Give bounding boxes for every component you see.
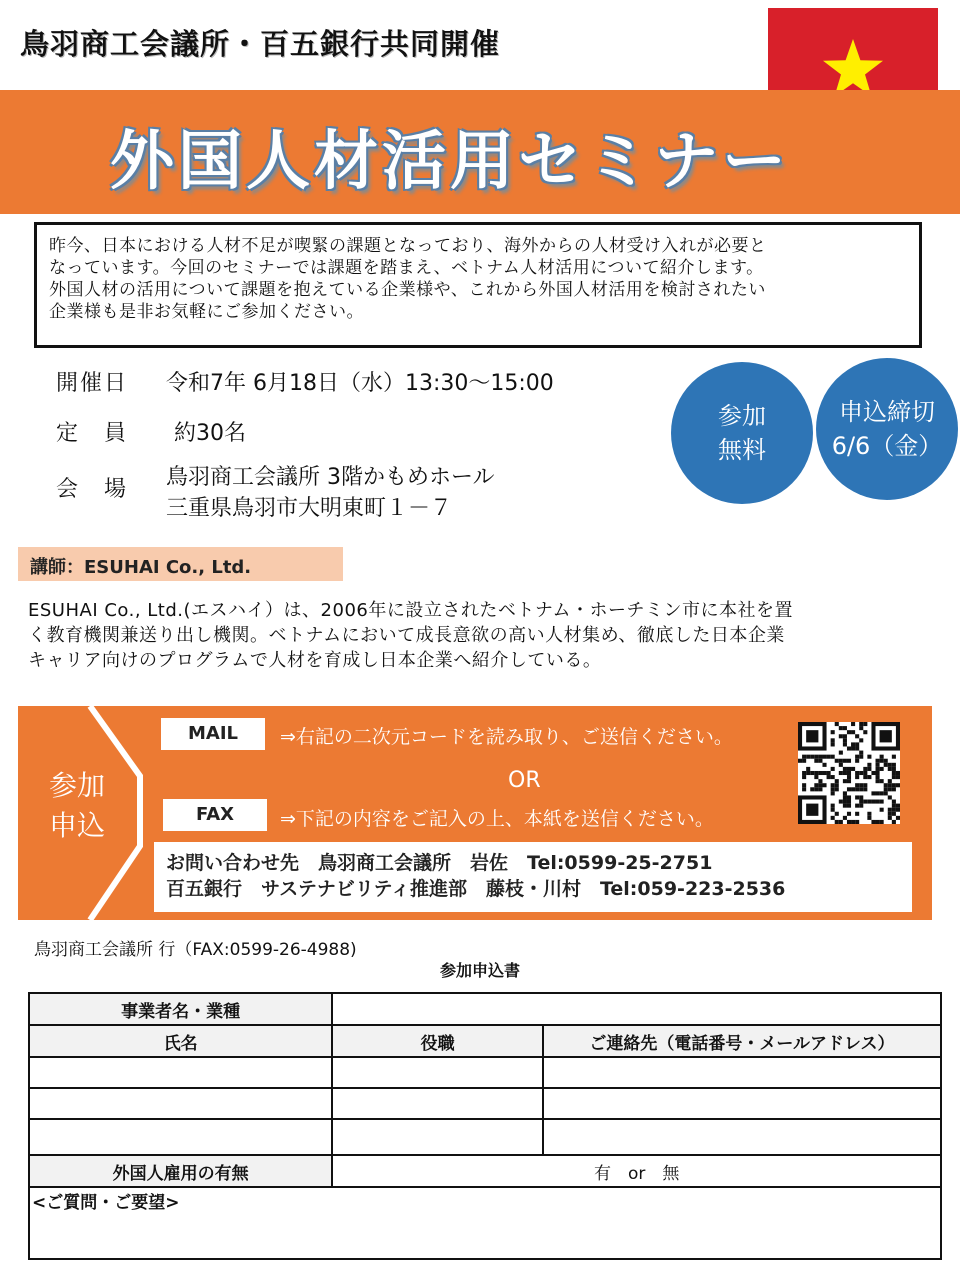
table-row	[29, 1119, 941, 1155]
lecturer-description	[28, 598, 928, 673]
fax-tag: FAX	[163, 799, 267, 831]
seminar-title: 外国人材活用セミナー	[110, 125, 790, 199]
apply-label-line1: 参加	[48, 769, 105, 802]
date-value: 令和7年 6月18日（水）13:30～15:00	[166, 371, 554, 396]
qr-code-icon	[798, 722, 900, 824]
business-field[interactable]	[332, 993, 941, 1025]
apply-label	[44, 766, 110, 846]
organizer-heading: 鳥羽商工会議所・百五銀行共同開催	[20, 27, 501, 61]
intro-box	[34, 222, 922, 348]
name-field[interactable]	[29, 1088, 332, 1119]
free-badge-line1: 参加	[718, 402, 766, 430]
name-field[interactable]	[29, 1119, 332, 1155]
contact-field[interactable]	[543, 1057, 941, 1088]
contact-field[interactable]	[543, 1088, 941, 1119]
mail-instructions: ⇒右記の二次元コードを読み取り、ご送信ください。	[280, 726, 733, 748]
role-field[interactable]	[332, 1088, 543, 1119]
mail-tag: MAIL	[161, 718, 265, 750]
venue-line1: 鳥羽商工会議所 3階かもめホール	[166, 465, 495, 490]
lecturer-line: く教育機関兼送り出し機関。ベトナムにおいて成長意欲の高い人材集め、徹底した日本企業	[28, 625, 785, 646]
foreign-employment-choice[interactable]: 有 or 無	[332, 1155, 941, 1187]
role-header: 役職	[332, 1025, 543, 1057]
role-field[interactable]	[332, 1057, 543, 1088]
capacity-label: 定 員	[56, 421, 129, 446]
capacity-value: 約30名	[174, 421, 246, 446]
contact-box	[154, 842, 912, 912]
date-label: 開催日	[56, 371, 129, 396]
venue-line2: 三重県鳥羽市大明東町１－７	[166, 496, 453, 521]
table-row	[29, 1057, 941, 1088]
foreign-employment-label: 外国人雇用の有無	[29, 1155, 332, 1187]
or-separator: OR	[508, 768, 541, 793]
intro-line: なっています。今回のセミナーでは課題を踏まえ、ベトナム人材活用について紹介します。	[49, 258, 764, 278]
intro-line: 企業様も是非お気軽にご参加ください。	[49, 302, 364, 322]
free-badge	[671, 362, 813, 504]
intro-line: 外国人材の活用について課題を抱えている企業様や、これから外国人材活用を検討されたい	[49, 280, 766, 300]
contact-line2: 百五銀行 サステナビリティ推進部 藤枝・川村 Tel:059-223-2536	[166, 878, 786, 900]
free-badge-line2: 無料	[718, 436, 766, 464]
intro-line: 昨今、日本における人材不足が喫緊の課題となっており、海外からの人材受け入れが必要と	[49, 236, 767, 256]
qr-code[interactable]	[798, 722, 900, 824]
deadline-badge-line1: 申込締切	[839, 398, 935, 426]
contact-field[interactable]	[543, 1119, 941, 1155]
lecturer-line: ESUHAI Co., Ltd.(エスハイ）は、2006年に設立されたベトナム・ホーチミン市に本社を置	[28, 600, 793, 621]
business-label: 事業者名・業種	[29, 993, 332, 1025]
contact-line1: お問い合わせ先 鳥羽商工会議所 岩佐 Tel:0599-25-2751	[166, 852, 713, 874]
application-section	[18, 706, 932, 920]
fax-destination: 鳥羽商工会議所 行（FAX:0599-26-4988)	[34, 940, 357, 960]
fax-instructions: ⇒下記の内容をご記入の上、本紙を送信ください。	[280, 808, 714, 830]
remarks-field[interactable]: <ご質問・ご要望>	[29, 1187, 941, 1259]
lecturer-heading: 講師：ESUHAI Co., Ltd.	[18, 547, 343, 581]
venue-label: 会 場	[56, 477, 129, 502]
name-header: 氏名	[29, 1025, 332, 1057]
contact-header: ご連絡先（電話番号・メールアドレス）	[543, 1025, 941, 1057]
deadline-badge	[816, 358, 958, 500]
application-form	[28, 992, 942, 1260]
apply-label-line2: 申込	[48, 809, 105, 842]
deadline-badge-line2: 6/6（金）	[831, 432, 943, 460]
lecturer-line: キャリア向けのプログラムで人材を育成し日本企業へ紹介している。	[28, 650, 602, 671]
form-title: 参加申込書	[439, 961, 520, 980]
name-field[interactable]	[29, 1057, 332, 1088]
table-row	[29, 1088, 941, 1119]
role-field[interactable]	[332, 1119, 543, 1155]
